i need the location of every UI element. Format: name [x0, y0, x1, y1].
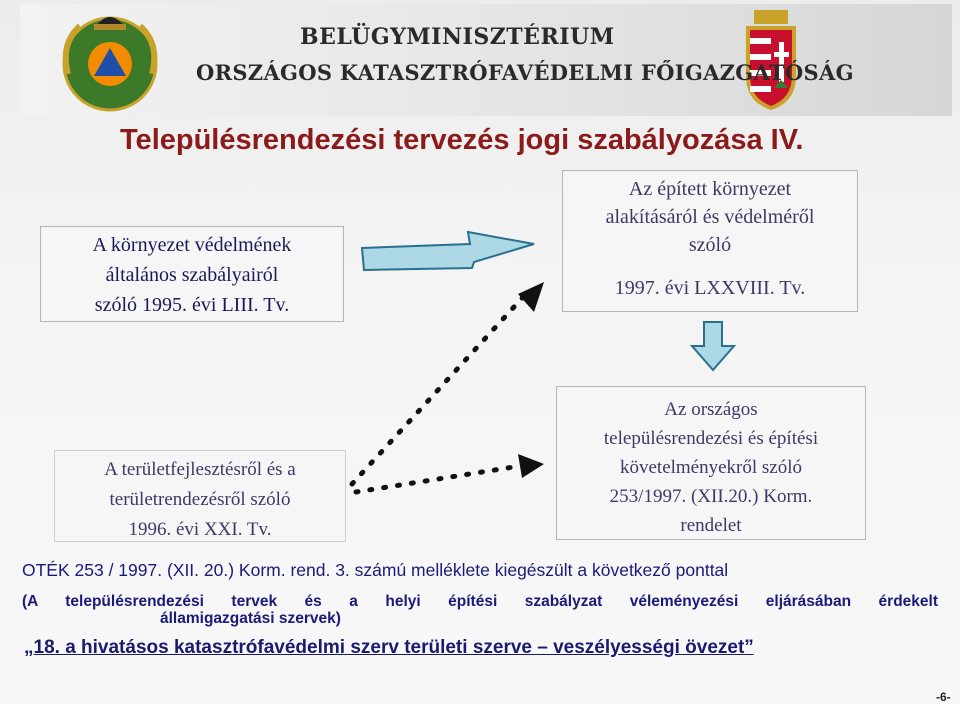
built-environment-law-box [562, 170, 858, 312]
box-line: 1996. évi XXI. Tv. [128, 519, 272, 540]
box-line: A területfejlesztésről és a [104, 459, 296, 480]
law-reference: 1997. évi LXXVIII. Tv. [614, 277, 806, 299]
box-line: általános szabályairól [105, 264, 279, 286]
disaster-management-logo [40, 4, 180, 116]
box-line: szóló [688, 234, 732, 256]
box-line: rendelet [680, 515, 742, 536]
slide-title: Településrendezési tervezés jogi szabályozása IV. [120, 124, 804, 156]
quoted-point-18 [24, 637, 754, 659]
arrow-right-block [362, 232, 534, 270]
note-line-1: (A településrendezési tervek és a helyi építési szabályzat véleményezési eljárásában érdekelt [22, 593, 938, 610]
environment-protection-law-box [40, 226, 344, 322]
quote-text: „18. a hivatásos katasztrófavédelmi szerv területi szerve – veszélyességi övezet” [24, 637, 754, 658]
box-line: alakításáról és védelméről [605, 206, 815, 228]
box-line: A környezet védelmének [92, 234, 292, 256]
box-line: Az épített környezet [628, 178, 792, 200]
directorate-name: ORSZÁGOS KATASZTRÓFAVÉDELMI FŐIGAZGATÓSÁG [196, 60, 854, 85]
arrow-down-block [692, 322, 734, 370]
box-line: Az országos [664, 399, 758, 420]
otek-amendment-line: OTÉK 253 / 1997. (XII. 20.) Korm. rend. 3. számú melléklete kiegészült a következő ponttal [22, 560, 729, 580]
dotted-arrow-up [352, 282, 544, 484]
dotted-arrow-right [356, 454, 544, 492]
box-line: területrendezésről szóló [109, 489, 291, 510]
regional-development-law-box [54, 450, 346, 542]
note-line-2: államigazgatási szervek) [160, 610, 341, 627]
box-line: településrendezési és építési [603, 428, 819, 449]
box-line: követelményekről szóló [619, 457, 803, 478]
ministry-name: BELÜGYMINISZTÉRIUM [300, 24, 615, 50]
box-line: szóló 1995. évi LIII. Tv. [94, 294, 290, 316]
box-line: 253/1997. (XII.20.) Korm. [609, 486, 813, 507]
otek-decree-box [556, 386, 866, 540]
page-number: -6- [936, 690, 951, 704]
